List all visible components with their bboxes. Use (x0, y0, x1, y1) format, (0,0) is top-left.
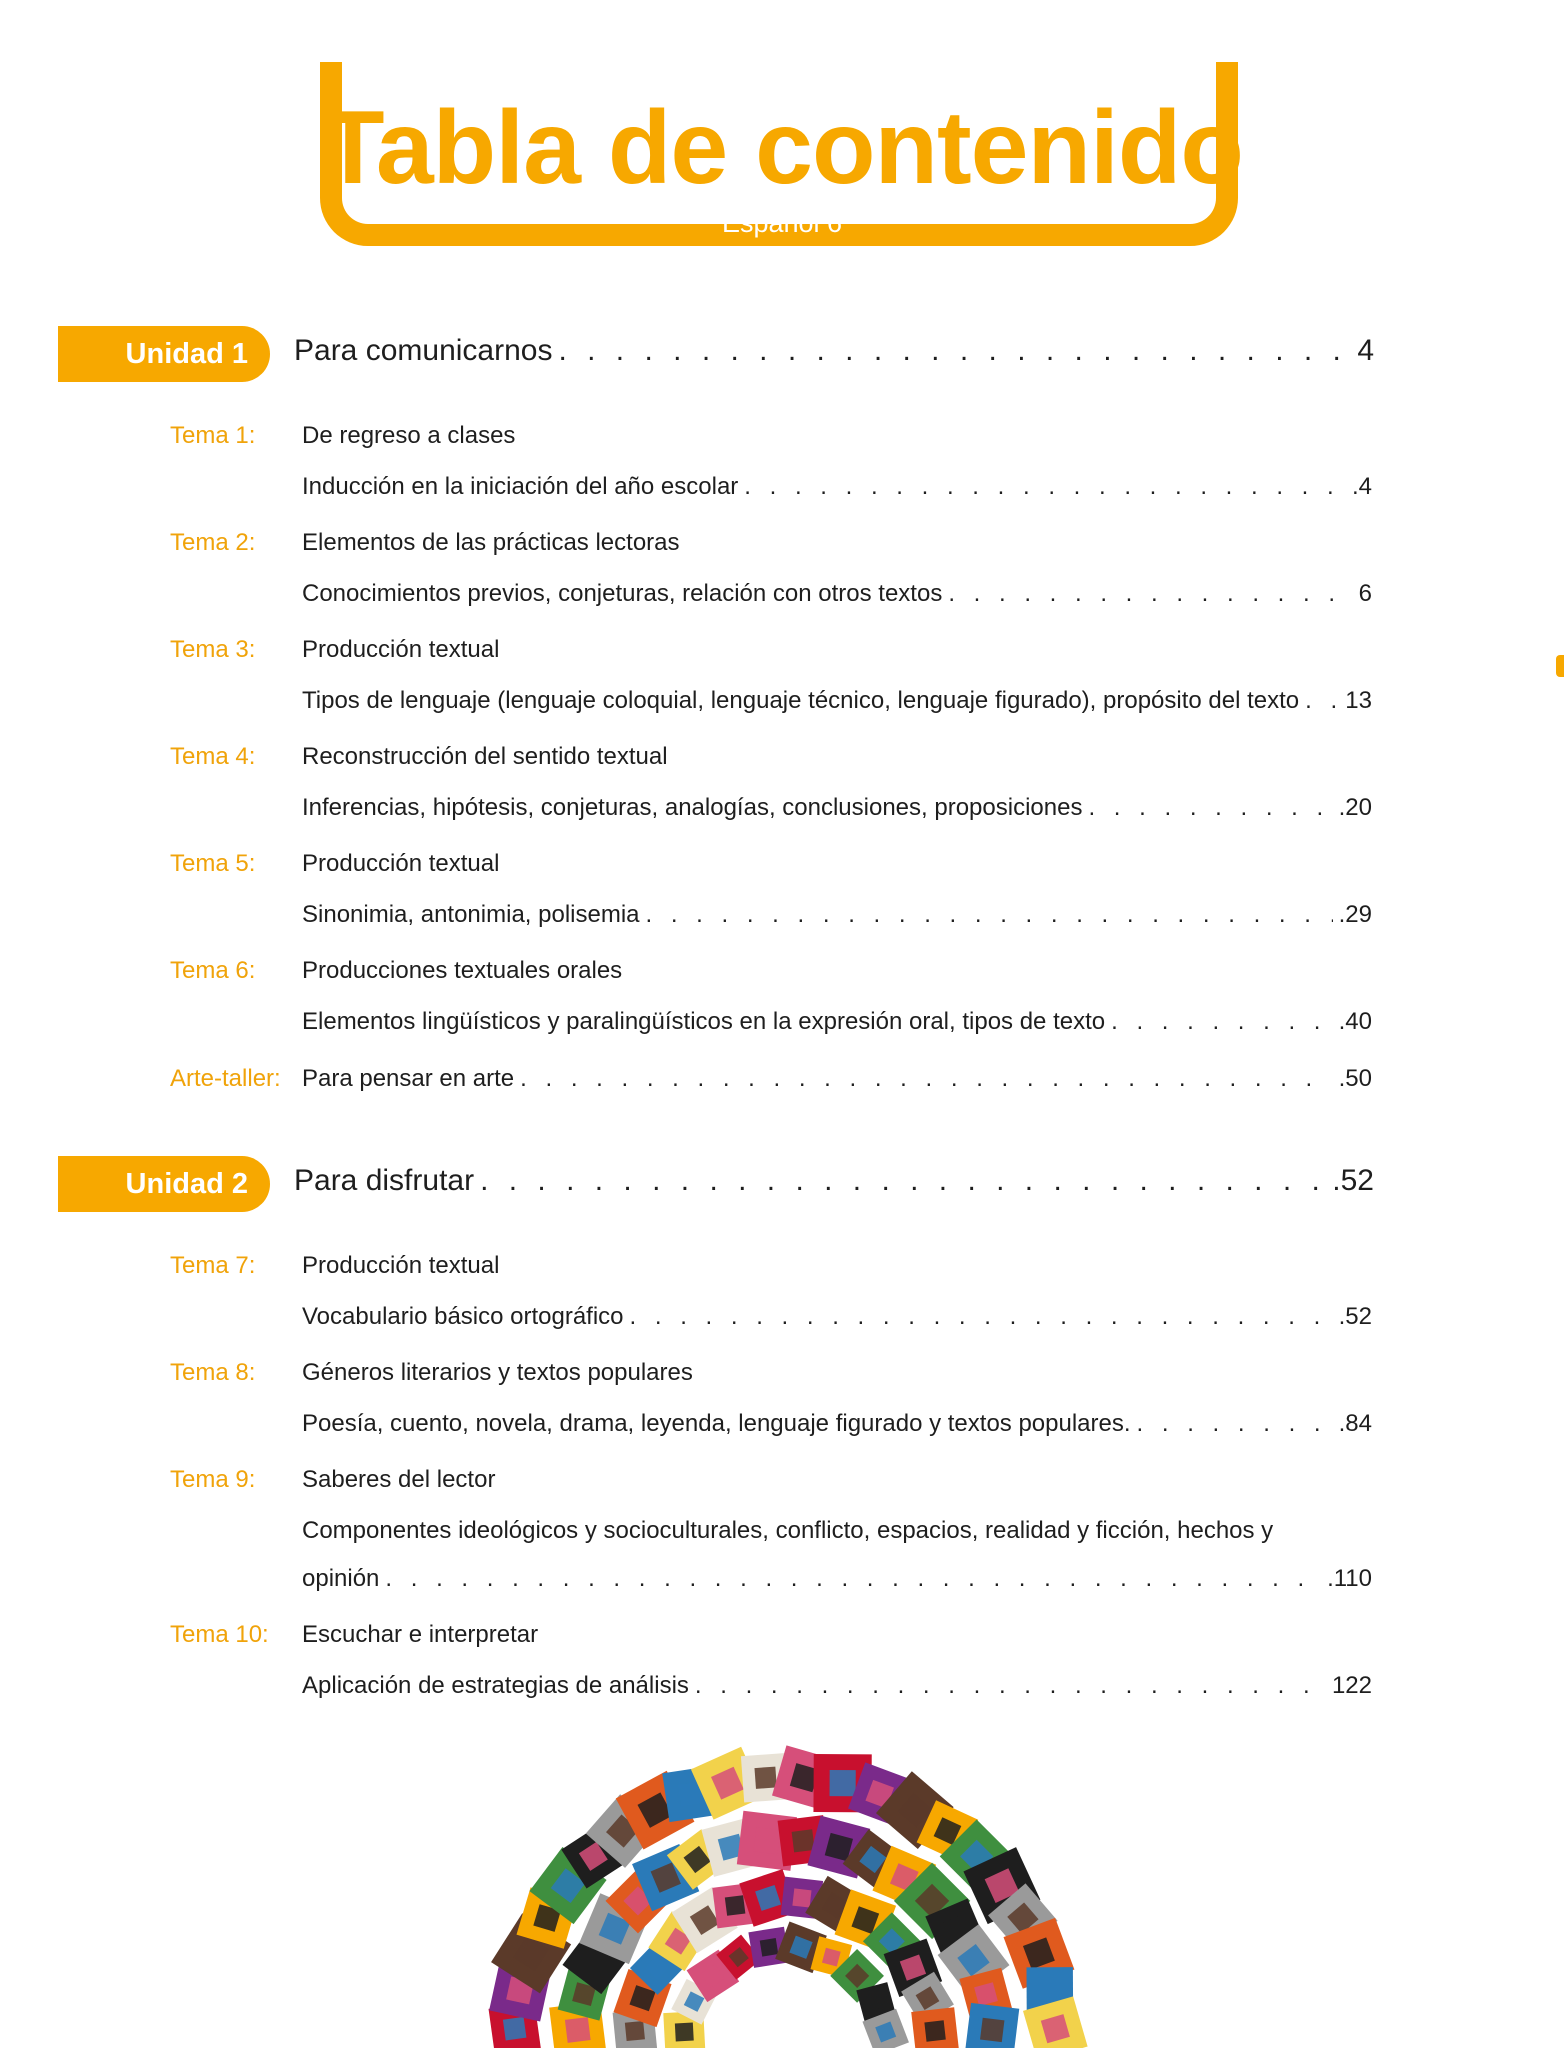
page-subtitle: Español 6 (721, 208, 843, 238)
dot-leader (695, 1672, 1326, 1701)
topic-label: Tema 1: (170, 422, 256, 449)
mosaic-glyph (792, 1888, 811, 1907)
dot-leader (744, 473, 1346, 502)
toc-entry[interactable] (302, 1565, 1372, 1594)
entry-text: Elementos lingüísticos y paralingüísticos en la expresión oral, tipos de texto (302, 1008, 1106, 1035)
page-number: .52 (1338, 1303, 1372, 1330)
mosaic-glyph (924, 2020, 945, 2041)
entry-text: Para pensar en arte (302, 1065, 515, 1092)
unit-badge: Unidad 1 (58, 326, 270, 382)
dot-leader (1137, 1410, 1333, 1439)
dot-leader (1111, 1008, 1333, 1037)
unit-badge: Unidad 2 (58, 1156, 270, 1212)
topic-title: Escuchar e interpretar (302, 1621, 539, 1648)
unit-entry[interactable] (294, 334, 1374, 368)
dot-leader (480, 1164, 1326, 1198)
dot-leader (558, 334, 1351, 368)
toc-entry[interactable] (302, 1672, 1372, 1701)
entry-text: Vocabulario básico ortográfico (302, 1303, 624, 1330)
topic-title: Producción textual (302, 636, 500, 663)
mosaic-glyph (753, 1827, 780, 1854)
page-number: .40 (1338, 1008, 1372, 1035)
unit-title: Para comunicarnos (294, 334, 553, 367)
entry-text-line1: Componentes ideológicos y socioculturales, conflicto, espacios, realidad y ficción, hechos y (302, 1517, 1274, 1544)
unit-entry[interactable] (294, 1164, 1374, 1198)
unit-title: Para disfrutar (294, 1164, 475, 1197)
dot-leader (630, 1303, 1333, 1332)
topic-title: Géneros literarios y textos populares (302, 1359, 693, 1386)
entry-text: Inferencias, hipótesis, conjeturas, analogías, conclusiones, proposiciones (302, 794, 1083, 821)
entry-text: opinión (302, 1565, 380, 1592)
mosaic-glyph (1039, 1980, 1060, 2001)
toc-entry[interactable] (302, 1303, 1372, 1332)
dot-leader (1088, 794, 1332, 823)
topic-title: Producción textual (302, 1252, 500, 1279)
topic-label: Tema 8: (170, 1359, 256, 1386)
entry-text: Conocimientos previos, conjeturas, relación con otros textos (302, 580, 943, 607)
mosaic-glyph (503, 2017, 527, 2041)
mosaic-glyph (754, 1767, 776, 1789)
page-number: .110 (1327, 1565, 1372, 1592)
unit-header-2 (0, 1156, 1564, 1212)
page-number: .29 (1338, 901, 1372, 928)
dot-leader (646, 901, 1333, 930)
page-number: 13 (1345, 687, 1372, 714)
page-number: 6 (1358, 580, 1372, 607)
mosaic-glyph (565, 2017, 591, 2043)
toc-entry[interactable] (302, 901, 1372, 930)
page-number: .20 (1338, 794, 1372, 821)
mosaic-glyph (675, 2023, 694, 2042)
entry-text: Tipos de lenguaje (lenguaje coloquial, lenguaje técnico, lenguaje figurado), propósito del texto (302, 687, 1300, 714)
toc-entry[interactable] (302, 1410, 1372, 1439)
page-title: Tabla de contenido (321, 90, 1243, 206)
dot-leader (1305, 687, 1339, 716)
letter-mosaic-illustration (480, 1720, 1090, 2048)
mosaic-glyph (760, 1938, 779, 1957)
page-number: .52 (1332, 1164, 1374, 1197)
topic-title: Producciones textuales orales (302, 957, 623, 984)
mosaic-glyph (792, 1829, 815, 1852)
toc-entry[interactable] (302, 1008, 1372, 1037)
entry-text: Inducción en la iniciación del año escolar (302, 473, 739, 500)
toc-entry[interactable] (302, 1065, 1372, 1094)
topic-label: Tema 3: (170, 636, 256, 663)
dot-leader (385, 1565, 1321, 1594)
mosaic-glyph (980, 2018, 1004, 2042)
topic-label: Tema 6: (170, 957, 256, 984)
mosaic-glyph (830, 1770, 856, 1796)
page-number: .84 (1338, 1410, 1372, 1437)
page-edge-mark (1556, 655, 1564, 677)
topic-label: Tema 2: (170, 529, 256, 556)
entry-text: Sinonimia, antonimia, polisemia (302, 901, 640, 928)
toc-entry[interactable] (302, 687, 1372, 716)
unit-header-1 (0, 326, 1564, 382)
page-number: 4 (1357, 334, 1374, 367)
page-number: 122 (1331, 1672, 1372, 1699)
topic-label: Tema 10: (170, 1621, 269, 1648)
mosaic-glyph (625, 2021, 645, 2041)
dot-leader (520, 1065, 1332, 1094)
entry-text: Poesía, cuento, novela, drama, leyenda, lenguaje figurado y textos populares. (302, 1410, 1131, 1437)
topic-title: Saberes del lector (302, 1466, 496, 1493)
dot-leader (948, 580, 1352, 609)
entry-text: Aplicación de estrategias de análisis (302, 1672, 689, 1699)
mosaic-glyph (725, 1895, 746, 1916)
page-number: .50 (1338, 1065, 1372, 1092)
topic-label: Tema 7: (170, 1252, 256, 1279)
page-number: .4 (1351, 473, 1372, 500)
topic-label: Tema 9: (170, 1466, 256, 1493)
topic-title: Reconstrucción del sentido textual (302, 743, 668, 770)
topic-title: Elementos de las prácticas lectoras (302, 529, 680, 556)
topic-label: Tema 5: (170, 850, 256, 877)
topic-title: De regreso a clases (302, 422, 516, 449)
arte-taller-label: Arte-taller: (170, 1065, 281, 1092)
topic-label: Tema 4: (170, 743, 256, 770)
toc-entry[interactable] (302, 473, 1372, 502)
topic-title: Producción textual (302, 850, 500, 877)
toc-entry[interactable] (302, 580, 1372, 609)
toc-entry[interactable] (302, 794, 1372, 823)
